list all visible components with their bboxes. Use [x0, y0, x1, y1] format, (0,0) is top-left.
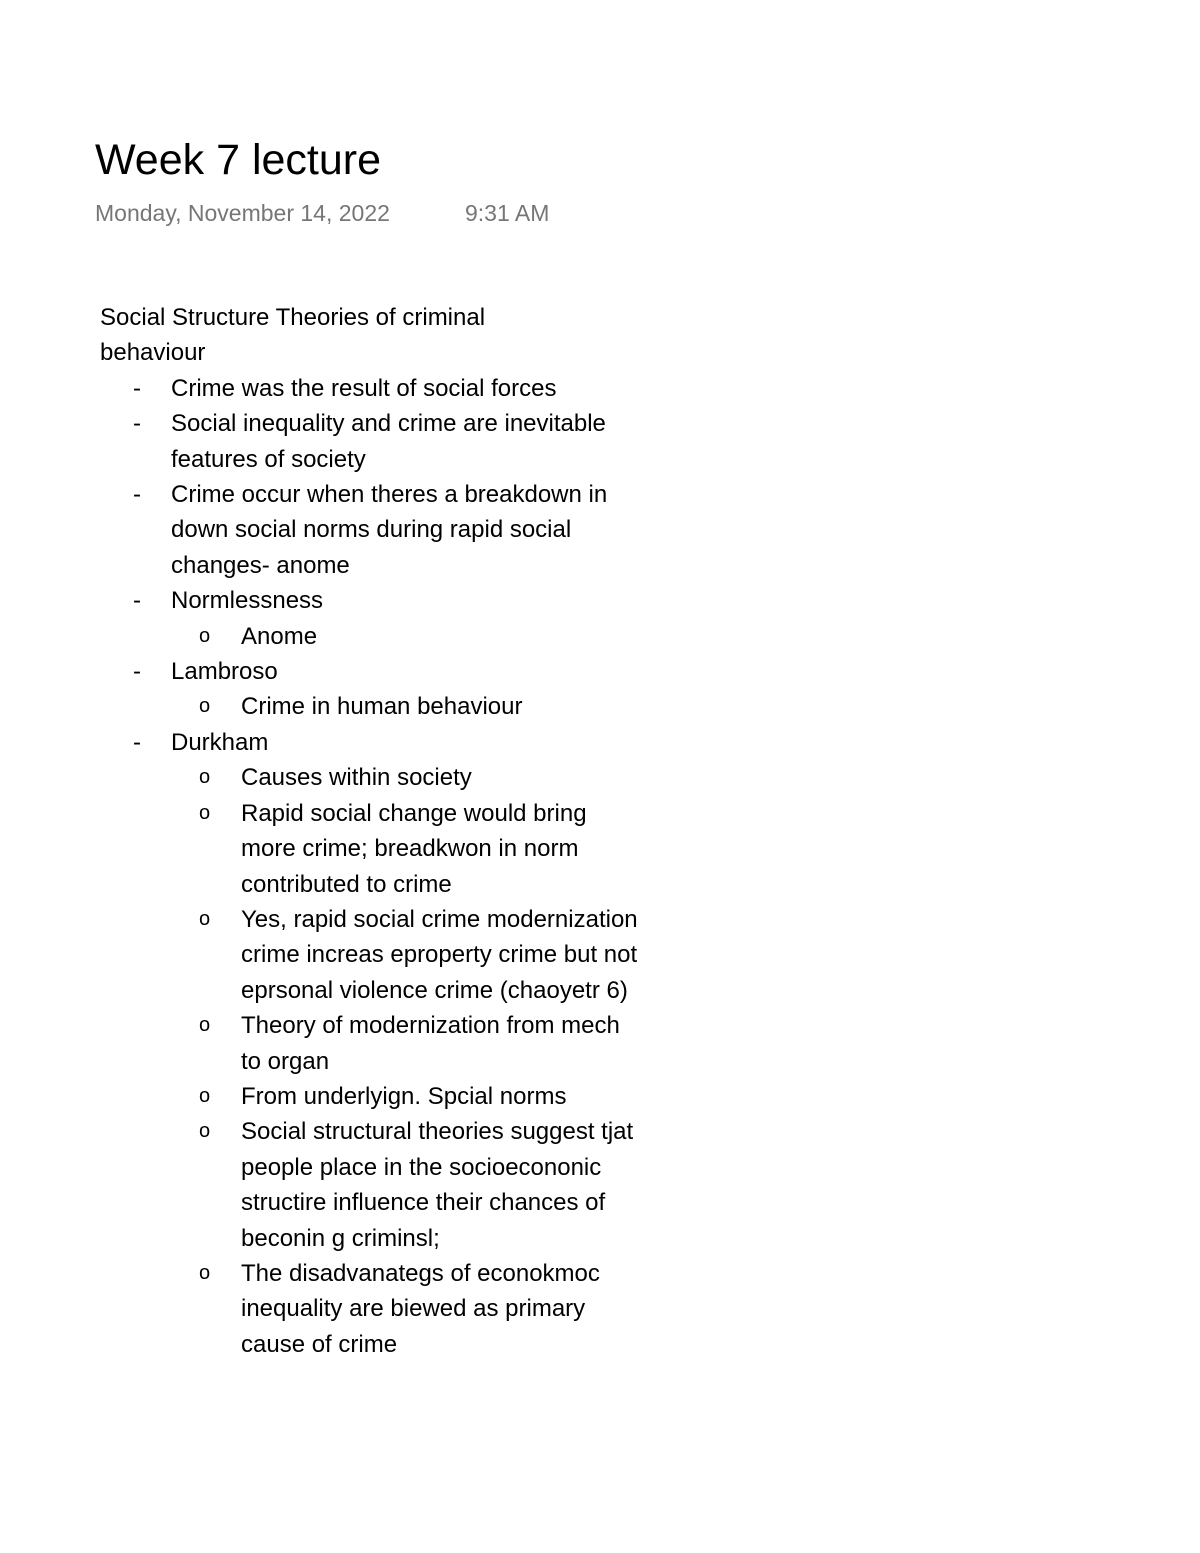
sub-list-item [199, 1256, 641, 1362]
list-item-text: Crime occur when theres a breakdown in down social norms during rapid social changes- anome [171, 481, 608, 579]
dash-bullet-icon: - [133, 728, 141, 756]
bullet-list [100, 371, 660, 1362]
sub-list-item [199, 1079, 641, 1114]
circle-bullet-icon: o [199, 1261, 211, 1284]
sub-list-item-text: Rapid social change would bring more crime; breadkwon in norm contributed to crime [241, 799, 587, 898]
page-title: Week 7 lecture [95, 136, 382, 184]
note-date: Monday, November 14, 2022 [95, 200, 390, 226]
sub-list-item-text: The disadvanategs of econokmoc inequality are biewed as primary cause of crime [241, 1259, 600, 1358]
list-item-text: Lambroso [171, 658, 278, 686]
list-item [133, 371, 641, 406]
sub-list-item [199, 689, 641, 724]
circle-bullet-icon: o [199, 907, 211, 930]
list-item-text: Durkham [171, 728, 269, 756]
sub-list-item-text: From underlyign. Spcial norms [241, 1082, 567, 1110]
circle-bullet-icon: o [199, 695, 211, 718]
sub-list-item-text: Crime in human behaviour [241, 693, 523, 721]
sub-list-item [199, 796, 641, 902]
list-item [133, 583, 641, 654]
sub-bullet-list [171, 619, 641, 654]
sub-list-item-text: Theory of modernization from mech to organ [241, 1012, 620, 1075]
sub-list-item [199, 1008, 641, 1079]
note-timestamp [95, 197, 550, 229]
list-item-text: Normlessness [171, 587, 324, 615]
dash-bullet-icon: - [133, 658, 141, 686]
dash-bullet-icon: - [133, 481, 141, 509]
list-item-text: Crime was the result of social forces [171, 374, 557, 402]
sub-list-item [199, 619, 641, 654]
circle-bullet-icon: o [199, 1014, 211, 1037]
note-time: 9:31 AM [465, 200, 550, 226]
sub-bullet-list [171, 760, 641, 1362]
list-item [133, 477, 641, 583]
circle-bullet-icon: o [199, 766, 211, 789]
sub-bullet-list [171, 689, 641, 724]
sub-list-item [199, 902, 641, 1008]
section-heading: Social Structure Theories of criminal behaviour [100, 304, 486, 367]
sub-list-item-text: Social structural theories suggest tjat people place in the socioecononic structire influence their chances of beconin g criminsl; [241, 1118, 634, 1252]
list-item [133, 725, 641, 1362]
sub-list-item-text: Anome [241, 622, 318, 650]
circle-bullet-icon: o [199, 1084, 211, 1107]
list-item [133, 406, 641, 477]
circle-bullet-icon: o [199, 624, 211, 647]
circle-bullet-icon: o [199, 801, 211, 824]
dash-bullet-icon: - [133, 374, 141, 402]
list-item [133, 654, 641, 725]
sub-list-item-text: Yes, rapid social crime modernization crime increas eproperty crime but not eprsonal violence crime (chaoyetr 6) [241, 905, 638, 1004]
list-item-text: Social inequality and crime are inevitable features of society [171, 410, 606, 473]
dash-bullet-icon: - [133, 410, 141, 438]
note-body [100, 300, 660, 1435]
circle-bullet-icon: o [199, 1120, 211, 1143]
sub-list-item-text: Causes within society [241, 764, 472, 792]
dash-bullet-icon: - [133, 587, 141, 615]
sub-list-item [199, 760, 641, 795]
sub-list-item [199, 1114, 641, 1256]
